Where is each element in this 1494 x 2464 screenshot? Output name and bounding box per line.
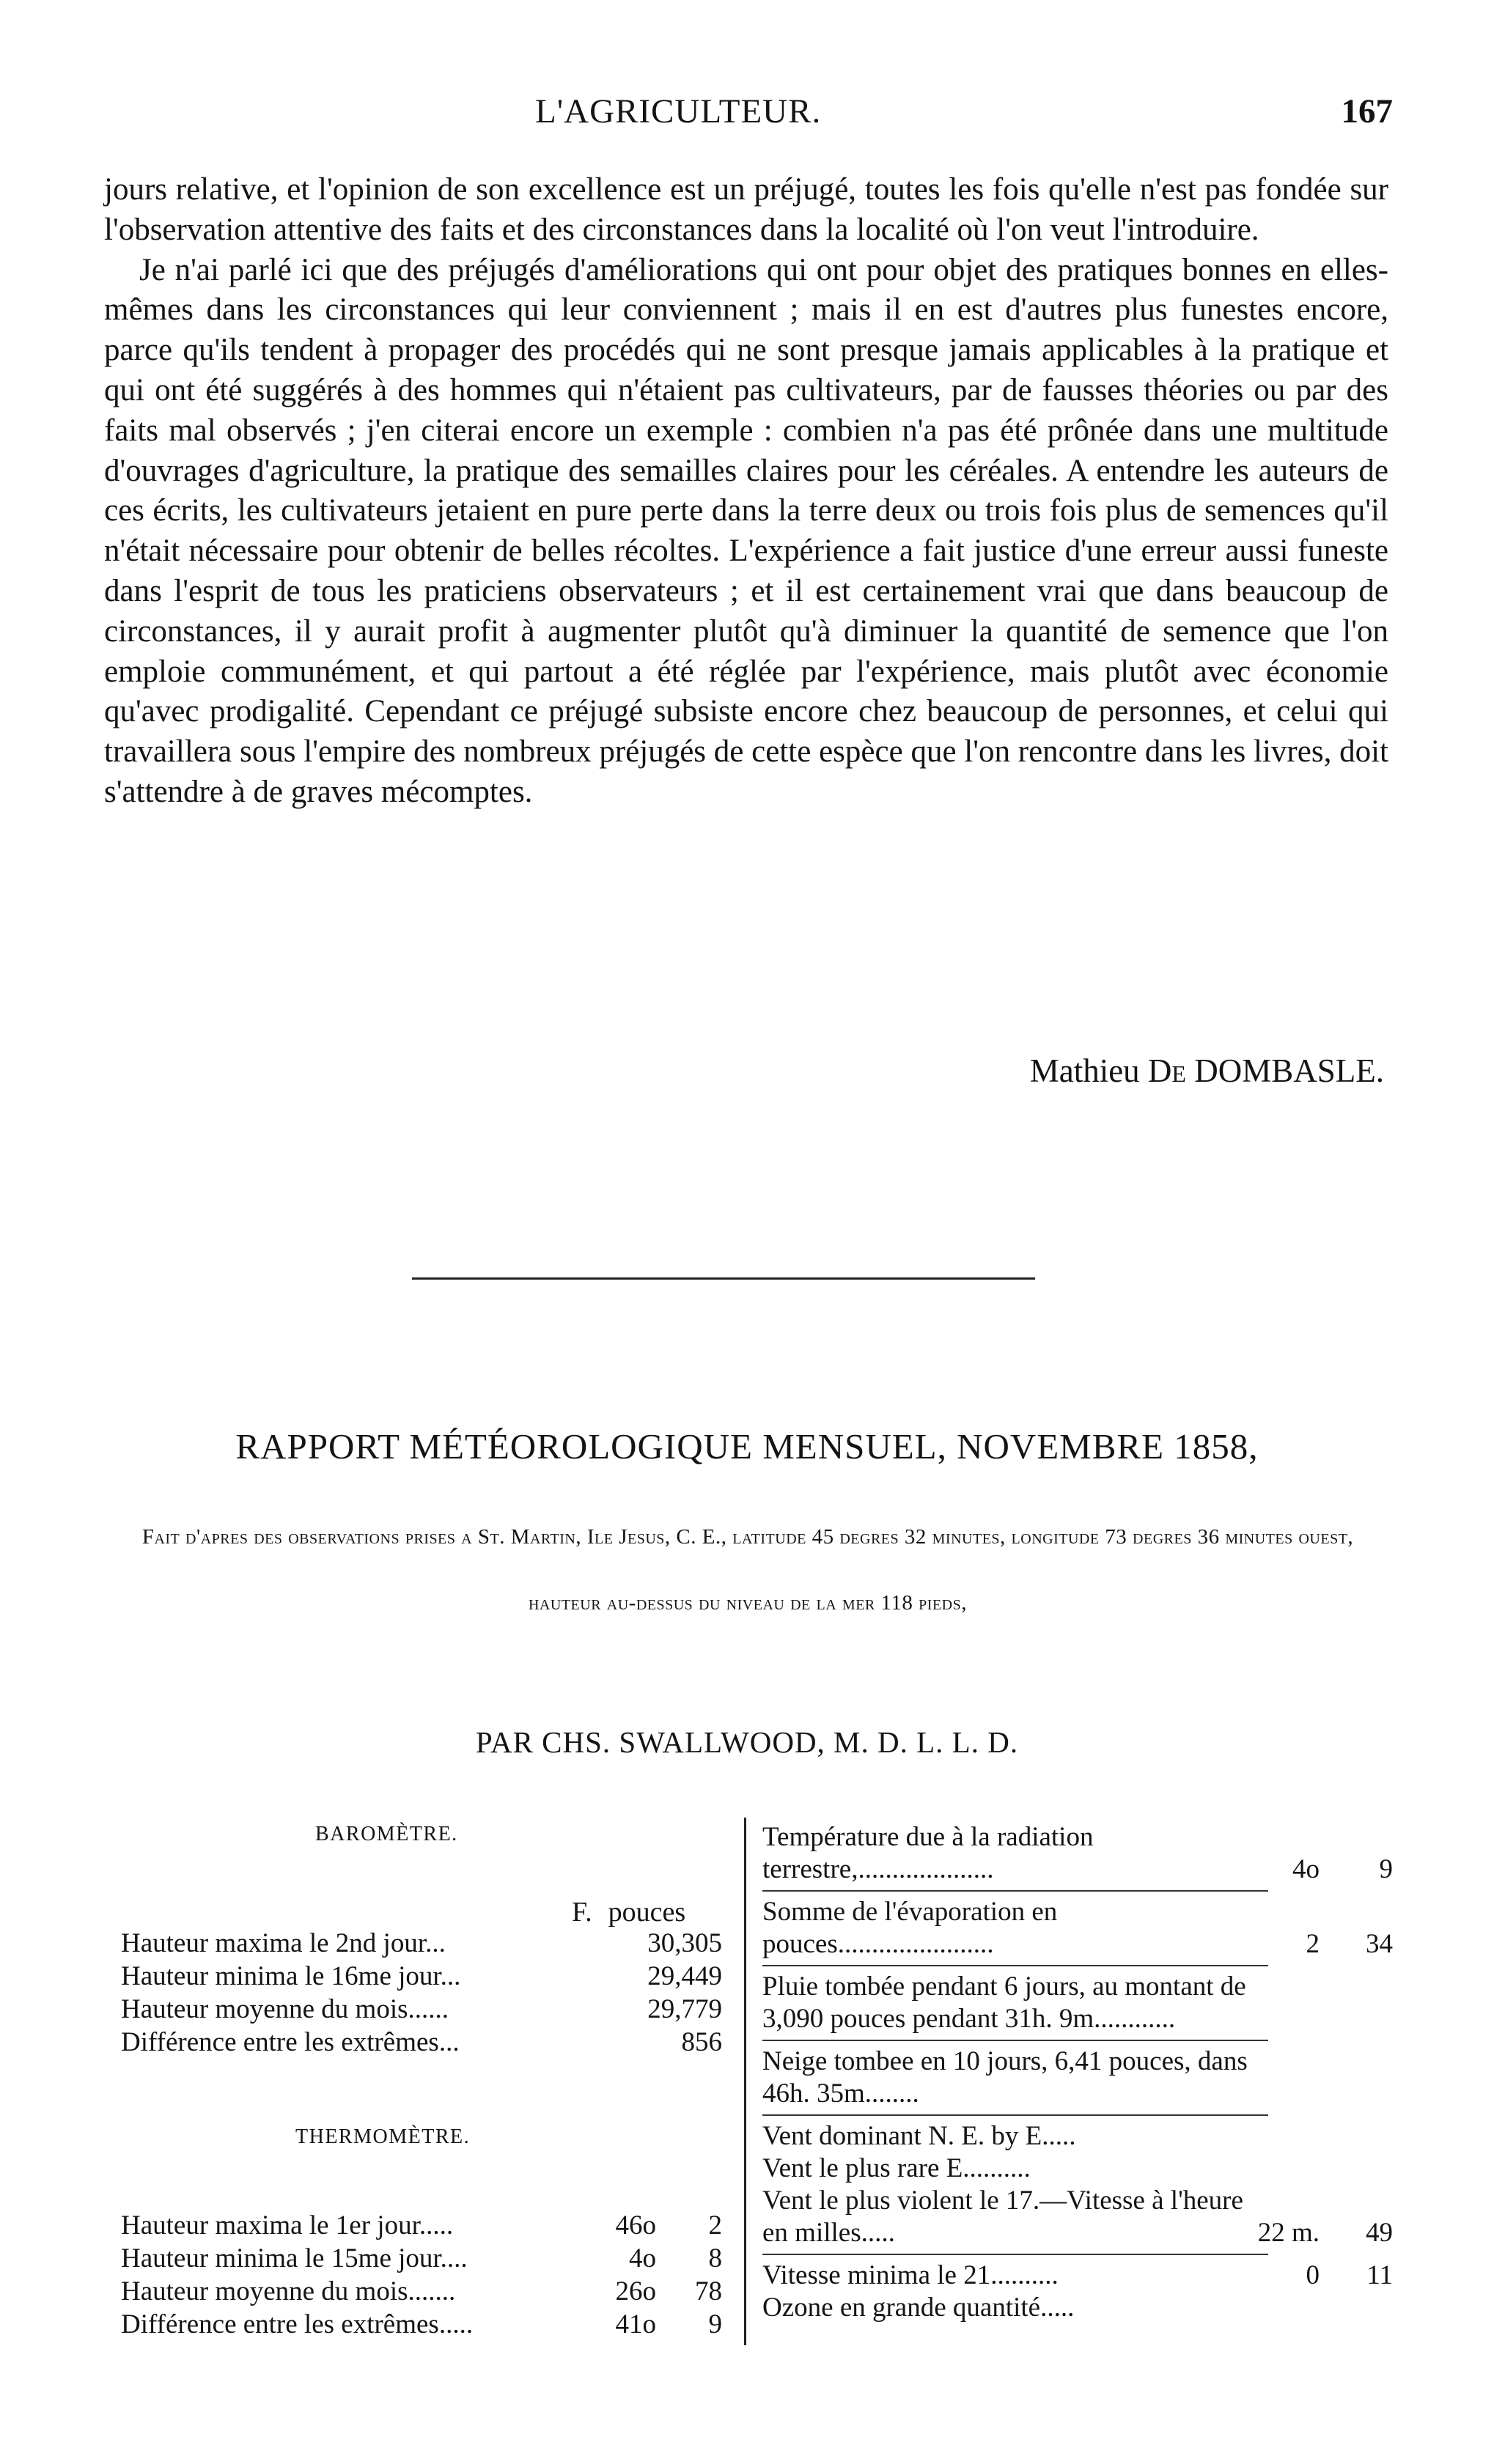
row-label: Hauteur minima le 15me jour.... <box>121 2243 468 2273</box>
right-column-row <box>762 2260 1393 2292</box>
row-label: Hauteur moyenne du mois....... <box>121 2276 456 2306</box>
thermometre-heading: THERMOMÈTRE. <box>295 2125 471 2148</box>
thermometre-row <box>121 2276 722 2309</box>
right-column-row <box>762 2185 1393 2249</box>
row-value: 29,449 <box>647 1961 722 1991</box>
barometre-heading: BAROMÈTRE. <box>315 1823 458 1845</box>
row-value: 29,779 <box>647 1994 722 2024</box>
row-separator <box>762 2254 1268 2255</box>
barometre-row <box>121 1928 722 1961</box>
row-value: 0 <box>1306 2260 1320 2290</box>
barometre-units <box>572 1896 685 1928</box>
row-decimal: 9 <box>708 2309 722 2339</box>
row-label: Hauteur maxima le 2nd jour... <box>121 1928 446 1958</box>
barometre-row <box>121 1993 722 2027</box>
right-column-row <box>762 1971 1393 2035</box>
row-label: Vent le plus rare E.......... <box>762 2153 1031 2183</box>
row-decimal: 8 <box>708 2243 722 2273</box>
report-author: PAR CHS. SWALLWOOD, M. D. L. L. D. <box>475 1725 1019 1759</box>
row-label: Vent dominant N. E. by E..... <box>762 2121 1076 2151</box>
row-label: Hauteur maxima le 1er jour..... <box>121 2210 454 2240</box>
right-column-data <box>762 1821 1393 2324</box>
report-title: RAPPORT MÉTÉOROLOGIQUE MENSUEL, NOVEMBRE 1858, <box>235 1426 1259 1467</box>
row-value: 22 m. <box>1257 2218 1320 2248</box>
barometre-row <box>121 1960 722 1994</box>
row-label: Différence entre les extrêmes..... <box>121 2309 474 2339</box>
right-column-row <box>762 2292 1393 2324</box>
thermometre-row <box>121 2309 722 2342</box>
signature-last-name: De DOMBASLE. <box>1147 1052 1384 1089</box>
row-decimal: 49 <box>1366 2218 1393 2248</box>
row-decimal: 11 <box>1366 2260 1393 2290</box>
thermometre-row <box>121 2243 722 2276</box>
row-label: Vitesse minima le 21.......... <box>762 2260 1059 2290</box>
paragraph-1: jours relative, et l'opinion de son excellence est un préjugé, toutes les fois qu'elle n'est pas fondée sur l'observation attentive des faits et des circonstances dans la localité où l'on veut l'introduire. <box>104 172 1388 247</box>
row-decimal: 34 <box>1366 1929 1393 1959</box>
right-column-row <box>762 1821 1393 1886</box>
right-column-row <box>762 2046 1393 2110</box>
right-column-row <box>762 2153 1393 2185</box>
section-divider <box>412 1277 1035 1280</box>
row-degrees: 4o <box>629 2243 656 2273</box>
author-signature <box>1030 1052 1384 1090</box>
unit-pouces: pouces <box>608 1897 686 1928</box>
row-separator <box>762 1965 1268 1966</box>
barometre-row <box>121 2026 722 2060</box>
row-separator <box>762 2114 1268 2116</box>
row-separator <box>762 2040 1268 2041</box>
row-degrees: 41o <box>615 2309 656 2339</box>
row-label: Neige tombee en 10 jours, 6,41 pouces, dans 46h. 35m........ <box>762 2046 1248 2109</box>
row-decimal: 78 <box>695 2276 722 2306</box>
row-decimal: 2 <box>708 2210 722 2240</box>
row-label: Hauteur minima le 16me jour... <box>121 1961 461 1991</box>
column-divider <box>744 1818 746 2345</box>
signature-first-name: Mathieu <box>1029 1052 1140 1089</box>
row-label: Ozone en grande quantité..... <box>762 2293 1075 2323</box>
row-decimal: 9 <box>1379 1854 1393 1884</box>
page-number: 167 <box>1341 92 1393 130</box>
row-label: Pluie tombée pendant 6 jours, au montant de 3,090 pouces pendant 31h. 9m............ <box>762 1971 1246 2034</box>
row-value: 2 <box>1306 1929 1320 1959</box>
row-label: Différence entre les extrêmes... <box>121 2027 460 2057</box>
page-header <box>103 92 1393 143</box>
unit-f: F. <box>572 1897 592 1928</box>
row-value: 30,305 <box>647 1928 722 1958</box>
row-label: Somme de l'évaporation en pouces....................... <box>762 1897 1058 1959</box>
row-label: Température due à la radiation terrestre,.................... <box>762 1822 1094 1884</box>
paragraph-2: Je n'ai parlé ici que des préjugés d'améliorations qui ont pour objet des pratiques bonnes en elles-mêmes dans les circonstances qui leur conviennent ; mais il en est d'autres plus funestes encore, parce qu'ils tendent à propager des procédés qui ne sont presque jamais applicables à la pratique et qui ont été suggérés à des hommes qui n'étaient pas cultivateurs, par de fausses théories ou par des faits mal observés ; j'en citerai encore un exemple : combien n'a pas été prônée dans une multitude d'ouvrages d'agriculture, la pratique des semailles claires pour les céréales. A entendre les auteurs de ces écrits, les cultivateurs jetaient en pure perte dans la terre deux ou trois fois plus de semences qu'il n'était nécessaire pour obtenir de belles récoltes. L'expérience a fait justice d'une erreur aussi funeste dans l'esprit de tous les praticiens observateurs ; et il est certainement vrai que dans beaucoup de circonstances, il y aurait profit à augmenter plutôt qu'à diminuer la quantité de semence que l'on emploie communément, et qui partout a été réglée par l'expérience, mais plutôt avec économie qu'avec prodigalité. Cependant ce préjugé subsiste encore chez beaucoup de personnes, et celui qui travaillera sous l'empire des nombreux préjugés de cette espèce que l'on rencontre dans les livres, doit s'attendre à de graves mécomptes. <box>104 252 1388 809</box>
article-body <box>104 170 1388 813</box>
row-value: 856 <box>681 2027 722 2057</box>
row-separator <box>762 1890 1268 1892</box>
row-degrees: 26o <box>615 2276 656 2306</box>
right-column-row <box>762 2120 1393 2153</box>
right-column-row <box>762 1896 1393 1960</box>
row-value: 4o <box>1292 1854 1320 1884</box>
row-label: Vent le plus violent le 17.—Vitesse à l'heure en milles..... <box>762 2185 1243 2248</box>
row-label: Hauteur moyenne du mois...... <box>121 1994 449 2024</box>
report-subtitle: Fait d'apres des observations prises a St. Martin, Ile Jesus, C. E., latitude 45 degres 32 minutes, longitude 73 degres 36 minutes ouest, hauteur au-dessus du niveau de la mer 118 pieds, <box>141 1525 1354 1615</box>
row-degrees: 46o <box>615 2210 656 2240</box>
running-title: L'AGRICULTEUR. <box>535 92 822 130</box>
thermometre-row <box>121 2210 722 2243</box>
